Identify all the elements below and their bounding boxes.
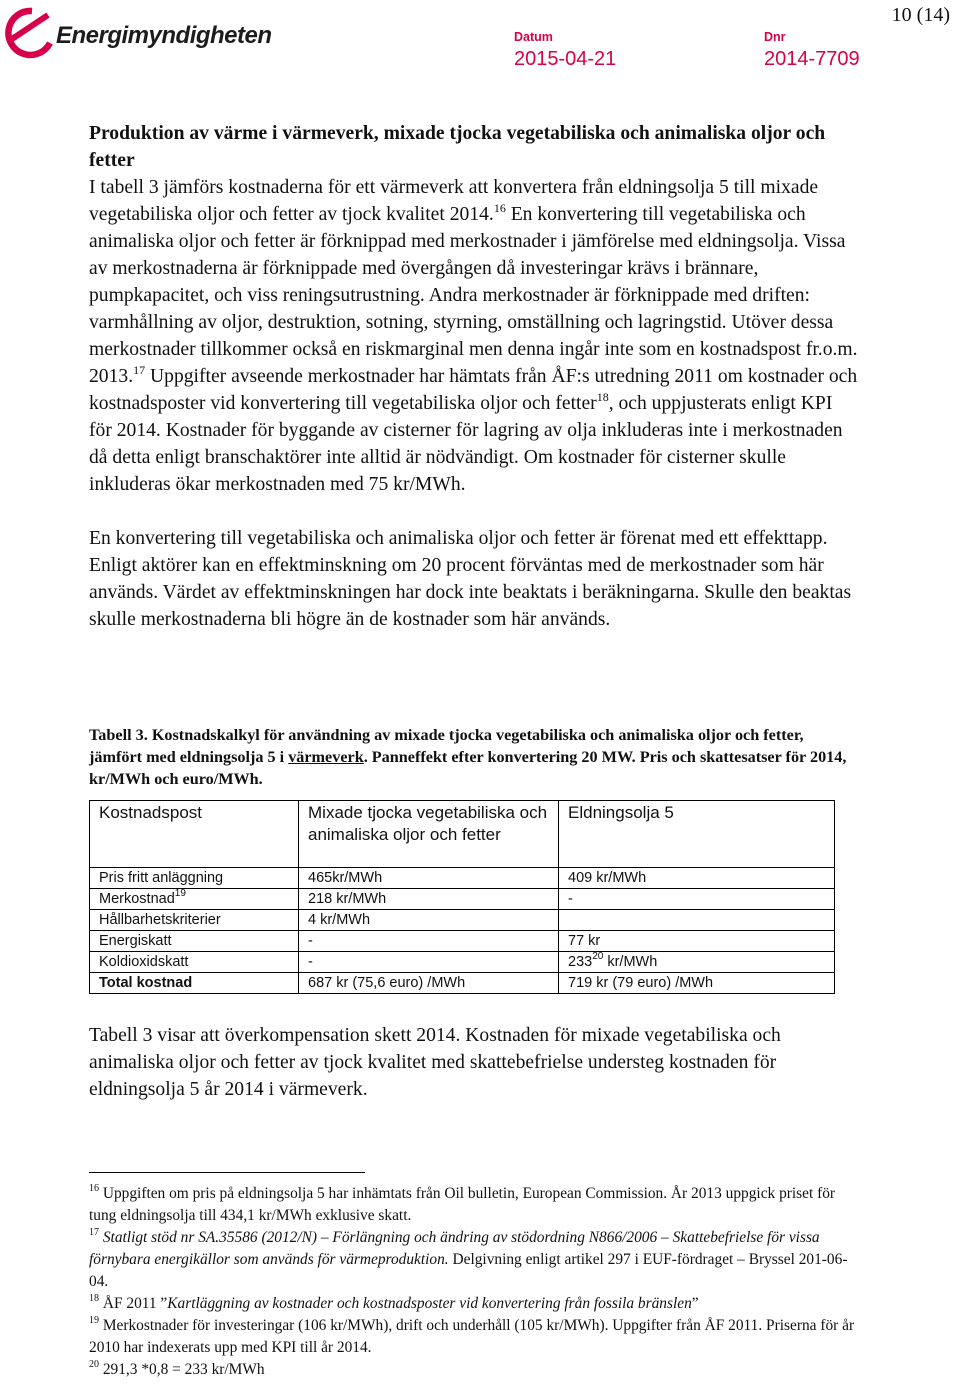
footnote-text: Delgivning enligt artikel 297 i EUF-fördraget – Bryssel 201-06-04. <box>89 1251 848 1290</box>
row-label: Hållbarhetskriterier <box>90 910 299 931</box>
datum-label: Datum <box>514 30 553 44</box>
footnote-number: 18 <box>89 1293 99 1304</box>
eo5-value-suffix: kr/MWh <box>603 954 658 970</box>
row-label: Koldioxidskatt <box>90 952 299 973</box>
eo5-value <box>559 910 835 931</box>
header-cell: Mixade tjocka vegetabiliska och animaliska oljor och fetter <box>299 801 559 868</box>
caption-part-1: Tabell 3. Kostnadskalkyl för användning av mixade tjocka vegetabiliska och animaliska oljor och fetter, jämfört med eldningsolja 5 i <box>89 726 804 766</box>
footnote-number: 16 <box>89 1183 99 1194</box>
footnotes <box>89 1183 859 1381</box>
dnr-label: Dnr <box>764 30 786 44</box>
dnr-value: 2014-7709 <box>764 48 860 70</box>
footnote-text: Merkostnader för investeringar (106 kr/MWh), drift och underhåll (105 kr/MWh). Uppgifter från ÅF 2011. Priserna för år 2010 har indexerats upp med KPI till år 2014. <box>89 1317 855 1356</box>
mixed-value: - <box>299 952 559 973</box>
para1-part-a: I tabell 3 jämförs kostnaderna för ett värmeverk att konvertera från eldningsolja 5 till mixade vegetabiliska oljor och fetter av tjock kvalitet 2014. <box>89 177 819 225</box>
mixed-value: 218 kr/MWh <box>299 889 559 910</box>
table-row <box>90 889 835 910</box>
footnote-20 <box>89 1359 859 1381</box>
datum-value: 2015-04-21 <box>514 48 617 70</box>
table-row <box>90 931 835 952</box>
row-label <box>90 889 299 910</box>
table-row-total <box>90 973 835 994</box>
table-row <box>90 910 835 931</box>
para1-part-d: , och uppjusterats enligt KPI för 2014. Kostnader för byggande av cisterner för lagring av olja inkluderas inte i merkostnaden då detta enligt branschaktörer inte alltid är nödvändigt. Om kostnader för cisterner skulle inkluderas ökar merkostnaden med 75 kr/MWh. <box>89 393 843 495</box>
header-cell: Eldningsolja 5 <box>559 801 835 868</box>
footnote-ref-20: 20 <box>592 951 604 962</box>
footnote-19 <box>89 1315 859 1359</box>
footnote-ref-19: 19 <box>174 888 186 899</box>
eo5-value: - <box>559 889 835 910</box>
row-label-text: Merkostnad <box>99 891 175 907</box>
table-header-row <box>90 801 835 868</box>
footnote-text: ÅF 2011 ” <box>99 1295 168 1312</box>
paragraph-1 <box>89 174 859 498</box>
footnote-ref-17: 17 <box>133 363 146 377</box>
footnote-text: 291,3 *0,8 = 233 kr/MWh <box>99 1361 265 1378</box>
footnote-ref-16: 16 <box>493 201 506 215</box>
mixed-value: 465kr/MWh <box>299 868 559 889</box>
caption-part-2: . Panneffekt efter konvertering 20 MW. Pris och skattesatser för 2014, kr/MWh och euro/MWh. <box>89 748 847 788</box>
eo5-value: 77 kr <box>559 931 835 952</box>
table-row <box>90 868 835 889</box>
table-caption <box>89 724 859 790</box>
section-heading: Produktion av värme i värmeverk, mixade tjocka vegetabiliska och animaliska oljor och fetter <box>89 123 826 171</box>
agency-logo <box>4 2 272 62</box>
footnote-number: 20 <box>89 1359 99 1370</box>
footnote-divider <box>89 1172 365 1173</box>
mixed-value: 687 kr (75,6 euro) /MWh <box>299 973 559 994</box>
logo-mark-icon <box>4 5 54 59</box>
mixed-value: - <box>299 931 559 952</box>
row-label: Pris fritt anläggning <box>90 868 299 889</box>
caption-underlined: värmeverk <box>288 748 364 766</box>
eo5-value: 409 kr/MWh <box>559 868 835 889</box>
footnote-italic-text: Kartläggning av kostnader och kostnadsposter vid konvertering från fossila bränslen <box>167 1295 692 1312</box>
para1-part-c: Uppgifter avseende merkostnader har hämtats från ÅF:s utredning 2011 om kostnader och kostnadsposter vid konvertering till vegetabiliska oljor och fetter <box>89 366 858 414</box>
footnote-text: Uppgiften om pris på eldningsolja 5 har inhämtats från Oil bulletin, European Commission. År 2013 uppgick priset för tung eldningsolja till 434,1 kr/MWh exklusive skatt. <box>89 1185 836 1224</box>
row-label: Total kostnad <box>90 973 299 994</box>
eo5-value <box>559 952 835 973</box>
para1-part-b: En konvertering till vegetabiliska och animaliska oljor och fetter är förknippad med merkostnader i jämförelse med eldningsolja. Vissa av merkostnaderna är förknippade med övergången då investeringar krävs i brännare, pumpkapacitet, och viss reningsutrustning. Andra merkostnader är förknippade med driften: varmhållning av oljor, destruktion, sotning, styrning, omställning och lagringstid. Utöver dessa merkostnader tillkommer också en riskmarginal men denna ingår inte som en kostnadspost fr.o.m. 2013. <box>89 204 858 387</box>
cost-table <box>89 800 835 994</box>
footnote-number: 19 <box>89 1315 99 1326</box>
paragraph-2: En konvertering till vegetabiliska och animaliska oljor och fetter är förenat med ett effekttapp. Enligt aktörer kan en effektminskning om 20 procent förväntas med de merkostnader som här används. Värdet av effektminskningen har dock inte beaktats i beräkningarna. Skulle den beaktas skulle merkostnaderna bli högre än de kostnader som här används. <box>89 528 852 630</box>
footnote-ref-18: 18 <box>596 390 609 404</box>
eo5-value: 719 kr (79 euro) /MWh <box>559 973 835 994</box>
table-row <box>90 952 835 973</box>
page-number: 10 (14) <box>891 4 950 26</box>
logo-text: Energimyndigheten <box>56 22 272 49</box>
footnote-16 <box>89 1183 859 1227</box>
eo5-value-text: 233 <box>568 954 593 970</box>
row-label: Energiskatt <box>90 931 299 952</box>
footnote-italic-text: Statligt stöd nr SA.35586 (2012/N) – Förlängning och ändring av stödordning N866/2006 – Skattebefrielse för vissa förnybara energikällor som används för värmeproduktion. <box>89 1229 820 1268</box>
paragraph-after-table: Tabell 3 visar att överkompensation skett 2014. Kostnaden för mixade vegetabiliska och animaliska oljor och fetter av tjock kvalitet med skattebefrielse understeg kostnaden för eldningsolja 5 år 2014 i värmeverk. <box>89 1025 781 1100</box>
footnote-17 <box>89 1227 859 1293</box>
footnote-text: ” <box>691 1295 699 1312</box>
footnote-number: 17 <box>89 1227 99 1238</box>
footnote-18 <box>89 1293 859 1315</box>
section-body <box>89 120 859 633</box>
header-cell: Kostnadspost <box>90 801 299 868</box>
mixed-value: 4 kr/MWh <box>299 910 559 931</box>
